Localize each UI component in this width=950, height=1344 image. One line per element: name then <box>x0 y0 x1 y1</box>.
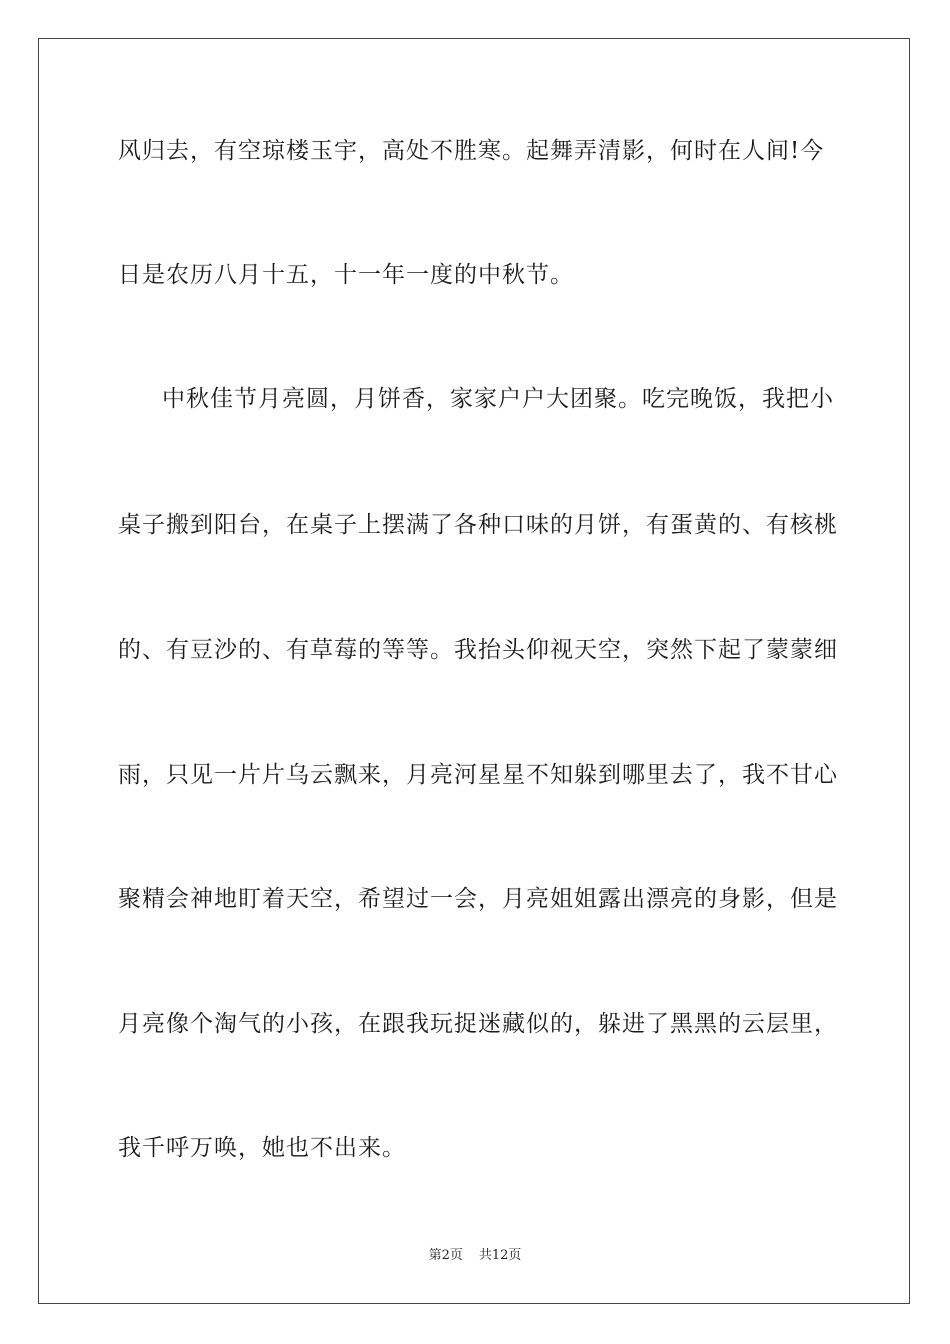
text-line: 雨，只见一片片乌云飘来，月亮河星星不知躲到哪里去了，我不甘心 <box>118 762 838 788</box>
text-line: 日是农历八月十五，十一年一度的中秋节。 <box>118 262 574 288</box>
page-border <box>38 38 910 1304</box>
text-line: 聚精会神地盯着天空，希望过一会，月亮姐姐露出漂亮的身影，但是 <box>118 886 838 912</box>
text-line: 月亮像个淘气的小孩，在跟我玩捉迷藏似的，躲进了黑黑的云层里， <box>118 1011 838 1037</box>
page-number: 第2页 <box>428 1248 463 1263</box>
page-footer <box>0 1247 950 1265</box>
text-line: 风归去，有空琼楼玉宇，高处不胜寒。起舞弄清影，何时在人间!今 <box>118 138 825 164</box>
text-line: 桌子搬到阳台，在桌子上摆满了各种口味的月饼，有蛋黄的、有核桃 <box>118 512 838 538</box>
paragraph-first-line: 中秋佳节月亮圆，月饼香，家家户户大团聚。吃完晚饭，我把小 <box>162 386 834 412</box>
text-line: 我千呼万唤，她也不出来。 <box>118 1135 406 1161</box>
text-line: 的、有豆沙的、有草莓的等等。我抬头仰视天空，突然下起了蒙蒙细 <box>118 637 838 663</box>
page-total: 共12页 <box>478 1248 522 1263</box>
